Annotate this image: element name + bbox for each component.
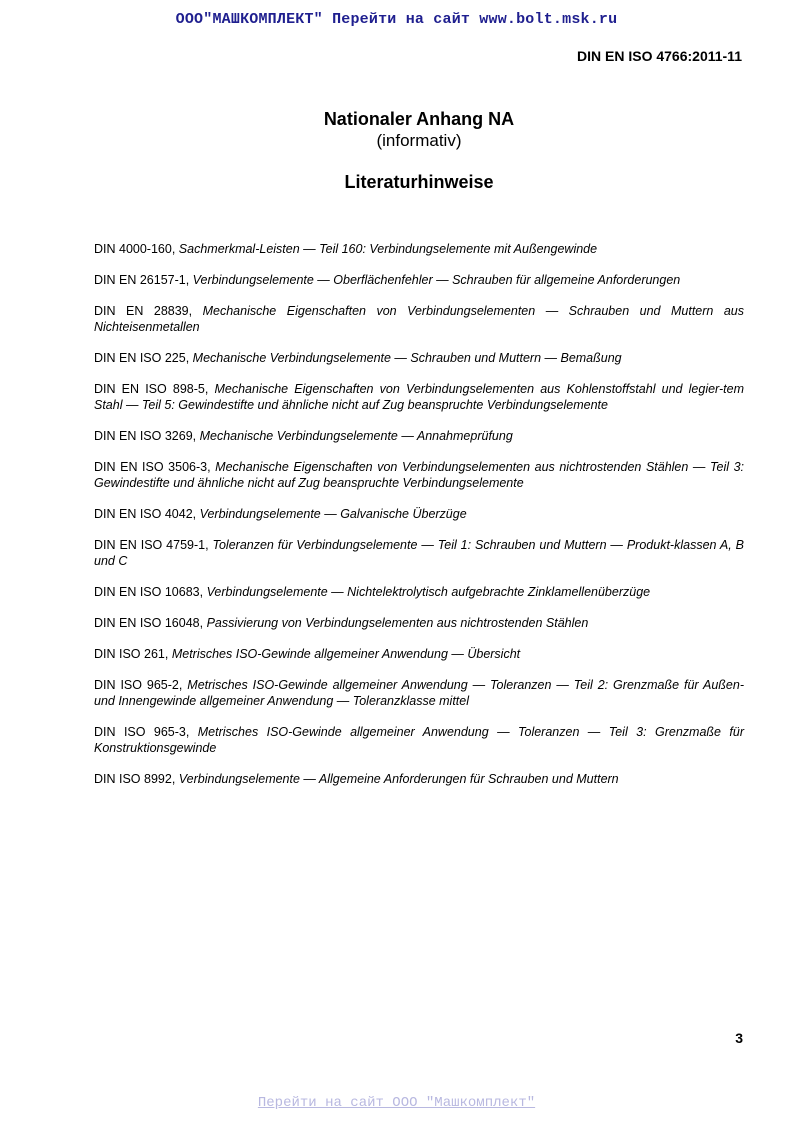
reference-code: DIN EN ISO 225, [94, 351, 190, 365]
reference-code: DIN ISO 965-3, [94, 725, 190, 739]
reference-item [94, 724, 744, 756]
reference-item [94, 272, 744, 288]
reference-code: DIN EN ISO 3506-3, [94, 460, 211, 474]
reference-code: DIN 4000-160, [94, 242, 176, 256]
reference-item [94, 381, 744, 413]
reference-item [94, 506, 744, 522]
site-banner-link[interactable]: ООО"МАШКОМПЛЕКТ" Перейти на сайт www.bolt.msk.ru [175, 11, 618, 28]
document-id: DIN EN ISO 4766:2011-11 [577, 48, 742, 64]
reference-title: Metrisches ISO-Gewinde allgemeiner Anwendung — Toleranzen — Teil 3: Grenzmaße für Konstruktionsgewinde [94, 725, 744, 755]
reference-code: DIN EN ISO 4759-1, [94, 538, 209, 552]
reference-item [94, 615, 744, 631]
reference-item [94, 303, 744, 335]
reference-title: Toleranzen für Verbindungselemente — Teil 1: Schrauben und Muttern — Produkt-klassen A, B und C [94, 538, 744, 568]
reference-item [94, 771, 744, 787]
reference-code: DIN EN ISO 10683, [94, 585, 204, 599]
reference-item [94, 241, 744, 257]
reference-title: Verbindungselemente — Nichtelektrolytisch aufgebrachte Zinklamellenüberzüge [206, 585, 651, 599]
reference-title: Metrisches ISO-Gewinde allgemeiner Anwendung — Toleranzen — Teil 2: Grenzmaße für Außen- und Innengewinde allgemeiner Anwendung — Toleranzklasse mittel [94, 678, 745, 708]
reference-title: Passivierung von Verbindungselementen aus nichtrostenden Stählen [206, 616, 589, 630]
reference-item [94, 646, 744, 662]
reference-item [94, 459, 744, 491]
reference-title: Mechanische Verbindungselemente — Schrauben und Muttern — Bemaßung [192, 351, 622, 365]
reference-title: Mechanische Eigenschaften von Verbindungselementen aus Kohlenstoffstahl und legier-tem Stahl — Teil 5: Gewindestifte und ähnliche nicht auf Zug beanspruchte Verbindungselemente [94, 382, 744, 412]
reference-code: DIN EN ISO 3269, [94, 429, 197, 443]
reference-item [94, 677, 744, 709]
reference-title: Sachmerkmal-Leisten — Teil 160: Verbindungselemente mit Außengewinde [178, 242, 598, 256]
reference-item [94, 428, 744, 444]
reference-list [94, 241, 744, 802]
reference-code: DIN ISO 261, [94, 647, 169, 661]
annex-title: Nationaler Anhang NA [323, 109, 515, 129]
reference-title: Verbindungselemente — Galvanische Überzüge [199, 507, 467, 521]
reference-title: Mechanische Eigenschaften von Verbindungselementen aus nichtrostenden Stählen — Teil 3: Gewindestifte und ähnliche nicht auf Zug beanspruchte Verbindungselemente [94, 460, 744, 490]
reference-title: Verbindungselemente — Allgemeine Anforderungen für Schrauben und Muttern [178, 772, 619, 786]
reference-code: DIN ISO 8992, [94, 772, 176, 786]
reference-item [94, 584, 744, 600]
reference-title: Mechanische Eigenschaften von Verbindungselementen — Schrauben und Muttern aus Nichteisenmetallen [94, 304, 744, 334]
section-title: Literaturhinweise [344, 172, 494, 192]
reference-code: DIN EN 28839, [94, 304, 193, 318]
annex-subtitle: (informativ) [376, 131, 462, 150]
reference-title: Mechanische Verbindungselemente — Annahmeprüfung [199, 429, 513, 443]
reference-item [94, 537, 744, 569]
reference-title: Verbindungselemente — Oberflächenfehler — Schrauben für allgemeine Anforderungen [192, 273, 681, 287]
reference-code: DIN EN ISO 16048, [94, 616, 204, 630]
reference-code: DIN ISO 965-2, [94, 678, 183, 692]
reference-item [94, 350, 744, 366]
reference-code: DIN EN ISO 4042, [94, 507, 197, 521]
reference-code: DIN EN 26157-1, [94, 273, 190, 287]
reference-title: Metrisches ISO-Gewinde allgemeiner Anwendung — Übersicht [171, 647, 521, 661]
reference-code: DIN EN ISO 898-5, [94, 382, 209, 396]
page-number: 3 [735, 1030, 743, 1046]
company-site-link[interactable]: Перейти на сайт ООО "Машкомплект" [257, 1095, 536, 1111]
